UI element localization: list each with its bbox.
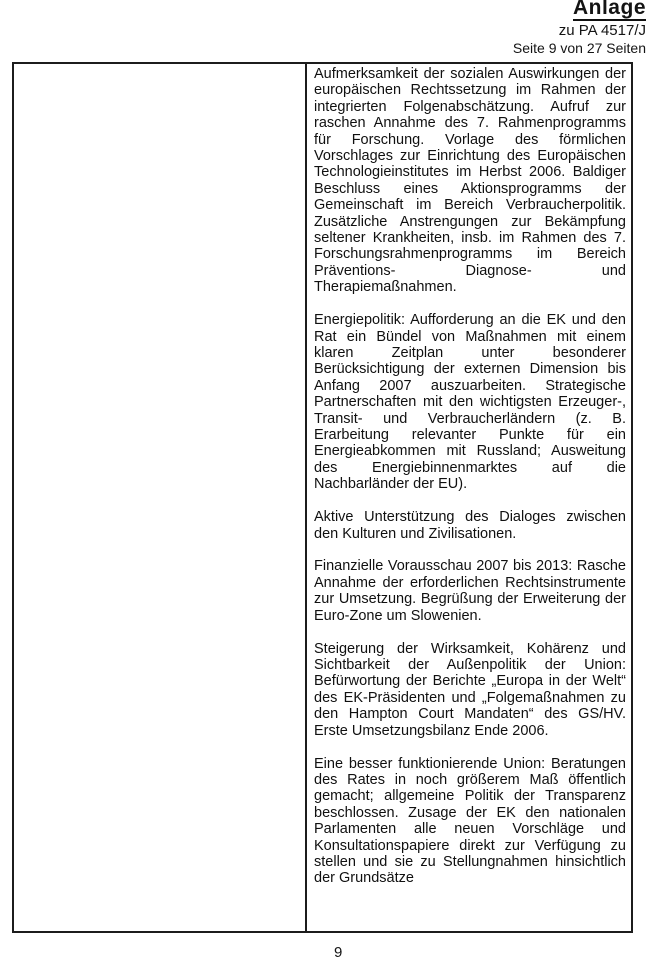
page-number: 9 bbox=[334, 944, 343, 961]
paragraph-dialogue-cultures: Aktive Unterstützung des Dialoges zwischen den Kulturen und Zivilisationen. bbox=[314, 509, 626, 542]
paragraph-financial-outlook: Finanzielle Vorausschau 2007 bis 2013: Rasche Annahme der erforderlichen Rechtsinstrumente zur Umsetzung. Begrüßung der Erweiterung der Euro-Zone um Slowenien. bbox=[314, 558, 626, 624]
content-table bbox=[12, 62, 633, 933]
reference-number: zu PA 4517/J bbox=[558, 22, 646, 40]
paragraph-energy-policy: Energiepolitik: Aufforderung an die EK und den Rat ein Bündel von Maßnahmen mit einem klaren Zeitplan unter besonderer Berücksichtigung der externen Dimension bis Anfang 2007 auszuarbeiten. Strategische Partnerschaften mit den wichtigsten Erzeuger-, Transit- und Verbraucherländern (z. B. Erarbeitung relevanter Punkte für ein Energieabkommen mit Russland; Ausweitung des Energiebinnenmarktes auf die Nachbarländer der EU). bbox=[314, 312, 626, 493]
left-column-cell bbox=[14, 64, 307, 931]
right-column-cell bbox=[307, 64, 631, 931]
annex-title: Anlage bbox=[573, 0, 646, 21]
paragraph-functioning-union: Eine besser funktionierende Union: Beratungen des Rates in noch größerem Maß öffentlich gemacht; allgemeine Politik der Transparenz beschlossen. Zusage der EK den nationalen Parlamenten alle neuen Vorschläge und Konsultationspapiere direkt zur Verfügung zu stellen und sie zu Stellungnahmen hinsichtlich der Grundsätze bbox=[314, 755, 626, 887]
document-header bbox=[513, 0, 646, 56]
page-info: Seite 9 von 27 Seiten bbox=[512, 39, 646, 56]
paragraph-foreign-policy: Steigerung der Wirksamkeit, Kohärenz und Sichtbarkeit der Außenpolitik der Union: Befürwortung der Berichte „Europa in der Welt“ des EK-Präsidenten und „Folgemaßnahmen zu den Hampton Court Mandaten“ des GS/HV. Erste Umsetzungsbilanz Ende 2006. bbox=[314, 640, 626, 739]
paragraph-social-impact: Aufmerksamkeit der sozialen Auswirkungen der europäischen Rechtssetzung im Rahmen der integrierten Folgenabschätzung. Aufruf zur raschen Annahme des 7. Rahmenprogramms für Forschung. Vorlage des förmlichen Vorschlages zur Einrichtung des Europäischen Technologieinstitutes im Herbst 2006. Baldiger Beschluss eines Aktionsprogramms der Gemeinschaft im Bereich Verbraucherpolitik. Zusätzliche Anstrengungen zur Bekämpfung seltener Krankheiten, insb. im Rahmen des 7. Forschungsrahmenprogramms im Bereich Präventions- Diagnose- und Therapiemaßnahmen. bbox=[314, 66, 626, 296]
